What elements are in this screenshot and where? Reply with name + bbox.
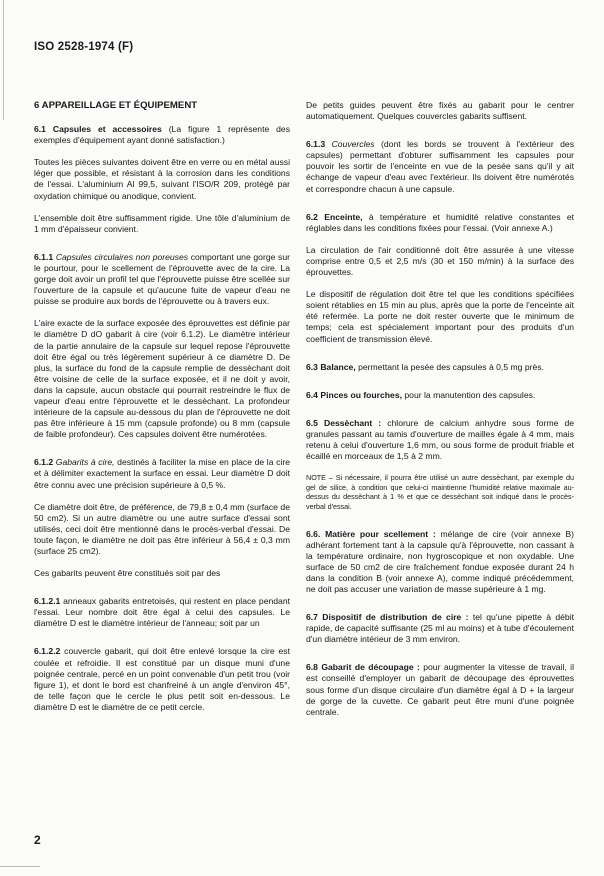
- paragraph-exposed-area: L'aire exacte de la surface exposée des éprouvettes est définie par le diamètre D dO gabarit à cire (voir 6.1.2). Le diamètre intérieur de la partie annulaire de la capsule sur lequel repose l'éprouvette doit être égal ou très légèrement supérieur à ce diamètre D. De plus, la surface du fond de la capsule remplie de dessèchant doit être voisine de celle de la surface exposée, et il ne doit y avoir, dans la capsule, aucun obstacle qui pourrait restreindre le flux de vapeur d'eau entre l'éprouvette et le dessèchant. La profondeur intérieure de la capsule au-dessous du plan de l'éprouvette ne doit pas être inférieure à 15 mm (capsule profonde) ou 8 mm (capsule de faible profondeur). Ces capsules doivent être numérotées.: [34, 318, 290, 440]
- paragraph-gabarits: Ces gabarits peuvent être constitués soit par des: [34, 568, 221, 579]
- document-header: ISO 2528-1974 (F): [34, 41, 134, 53]
- section-title: 6 APPAREILLAGE ET ÉQUIPEMENT: [34, 100, 198, 111]
- paragraph-diameter: Ce diamètre doit être, de préférence, de 79,8 ± 0,4 mm (surface de 50 cm2). Si un autre diamètre ou une autre surface d'essai sont utilisés, ceci doit être mentionné dans le procès-verbal d'essai. De toute façon, le diamètre ne doit pas être inférieur à 56,4 ± 0,3 mm (surface 25 cm2).: [34, 501, 290, 556]
- paragraph-6-1-2-2: 6.1.2.2 couvercle gabarit, qui doit être enlevé lorsque la cire est coulée et refroidie. Il est constitué par un disque muni d'une poignée centrale, percé en un point convenable d'un petit trou (voir figure 1), et dont le bord est chanfreiné à un angle d'environ 45°, de telle façon que le cercle le plus petit soit en-dessous. Le diamètre D est le diamètre de ce petit cercle.: [34, 646, 290, 712]
- paragraph-regulation: Le dispositif de régulation doit être tel que les conditions spécifiées soient rétablies en 15 min au plus, après que la porte de l'enceinte ait été refermée. La porte ne doit rester ouverte que le minimum de temps; cela est spécialement important pour des produits d'un coefficient de transmission élevé.: [306, 289, 574, 344]
- paragraph-6-1-2-1: 6.1.2.1 anneaux gabarits entretoisés, qui restent en place pendant l'essai. Leur nombre doit être égal à celui des capsules. Le diamètre D est le diamètre intérieur de l'anneau; soit par un: [34, 596, 290, 629]
- paragraph-6-8: 6.8 Gabarit de découpage : pour augmenter la vitesse de travail, il est conseillé d'employer un gabarit de découpage des éprouvettes sous forme d'un disque circulaire d'un diamètre égal à D + la largeur de gorge de la cuvette. Ce gabarit peut être muni d'une poignée centrale.: [306, 662, 574, 717]
- left-column: [34, 100, 290, 724]
- paragraph-6-4: 6.4 Pinces ou fourches, pour la manutention des capsules.: [306, 389, 536, 400]
- scan-bottom-mark: [0, 866, 40, 867]
- paragraph-6-1-1: 6.1.1 Capsules circulaires non poreuses comportant une gorge sur le pourtour, pour le scellement de l'éprouvette avec de la cire. La gorge doit avoir un profil tel que l'éprouvette puisse être scellée sur l'ouverture de la capsule et qu'aucune fuite de vapeur d'eau ne puisse se produire aux bords de l'éprouvette ou à travers eux.: [34, 251, 290, 307]
- paragraph-guides: De petits guides peuvent être fixés au gabarit pour le centrer automatiquement. Quelques couvercles gabarits suffisent.: [306, 100, 574, 122]
- paragraph-6-1: 6.1 Capsules et accessoires (La figure 1 représente des exemples d'équipement ayant donné satisfaction.): [34, 124, 291, 146]
- paragraph-6-3: 6.3 Balance, permettant la pesée des capsules à 0,5 mg près.: [306, 361, 544, 372]
- paragraph-rigidity: L'ensemble doit être suffisamment rigide. Une tôle d'aluminium de 1 mm d'épaisseur convient.: [34, 212, 290, 234]
- right-column: [306, 100, 574, 729]
- paragraph-6-1-2: 6.1.2 Gabarits à cire, destinés à faciliter la mise en place de la cire et à délimiter exactement la surface en essai. Leur diamètre D doit être connu avec une précision supérieure à 0,5 %.: [34, 457, 290, 490]
- note-desiccant: NOTE – Si nécessaire, il pourra être utilisé un autre dessèchant, par exemple du gel de silice, à condition que celui-ci maintienne l'humidité relative maximale au-dessus du dessèchant à 1 % et que ce dessèchant soit indiqué dans le procès-verbal d'essai.: [306, 473, 574, 511]
- page-number: 2: [34, 833, 41, 847]
- paragraph-air-circulation: La circulation de l'air conditionné doit être assurée à une vitesse comprise entre 0,5 et 2,5 m/s (30 et 150 m/min) à la surface des éprouvettes.: [306, 244, 574, 278]
- paragraph-6-5: 6.5 Dessèchant : chlorure de calcium anhydre sous forme de granules passant au tamis d'ouverture de mailles égale à 4 mm, mais retenu à celui d'ouverture 1,6 mm, ou sous forme de produit friable et écaillé en morceaux de 1,5 à 2 mm.: [306, 417, 574, 462]
- scan-edge-mark: [3, 0, 4, 120]
- paragraph-6-7: 6.7 Dispositif de distribution de cire : tel qu'une pipette à débit rapide, de capacité suffisante (25 ml au moins) et à tube d'écoulement d'un diamètre intérieur de 3 mm environ.: [306, 612, 574, 645]
- paragraph-6-1-3: 6.1.3 Couvercles (dont les bords se trouvent à l'extérieur des capsules) permettant d'obturer suffisamment les capsules pour pouvoir les sortir de l'enceinte en vue de la pesée sans qu'il y ait échange de vapeur d'eau avec l'extérieur. Ils doivent être numérotés et correspondre chacun à une capsule.: [306, 139, 574, 194]
- paragraph-6-2: 6.2 Enceinte, à température et humidité relative constantes et réglables dans les conditions fixées pour l'essai. (Voir annexe A.): [306, 211, 574, 233]
- paragraph-materials: Toutes les pièces suivantes doivent être en verre ou en métal aussi léger que possible, et résistant à la corrosion dans les conditions de l'essai. L'aluminium Al 99,5, suivant l'ISO/R 209, protégé par oxydation chimique ou anodique, convient.: [34, 157, 290, 201]
- paragraph-6-6: 6.6. Matière pour scellement : mélange de cire (voir annexe B) adhérant fortement tant à la capsule qu'à l'éprouvette, non cassant à la température ordinaire, non hygroscopique et non oxydable. Une surface de 50 cm2 de cire fraîchement fondue exposée durant 24 h dans la condition B (voir annexe A), comme indiqué précédemment, ne doit pas accuser une variation de masse supérieure à 1 mg.: [306, 528, 574, 594]
